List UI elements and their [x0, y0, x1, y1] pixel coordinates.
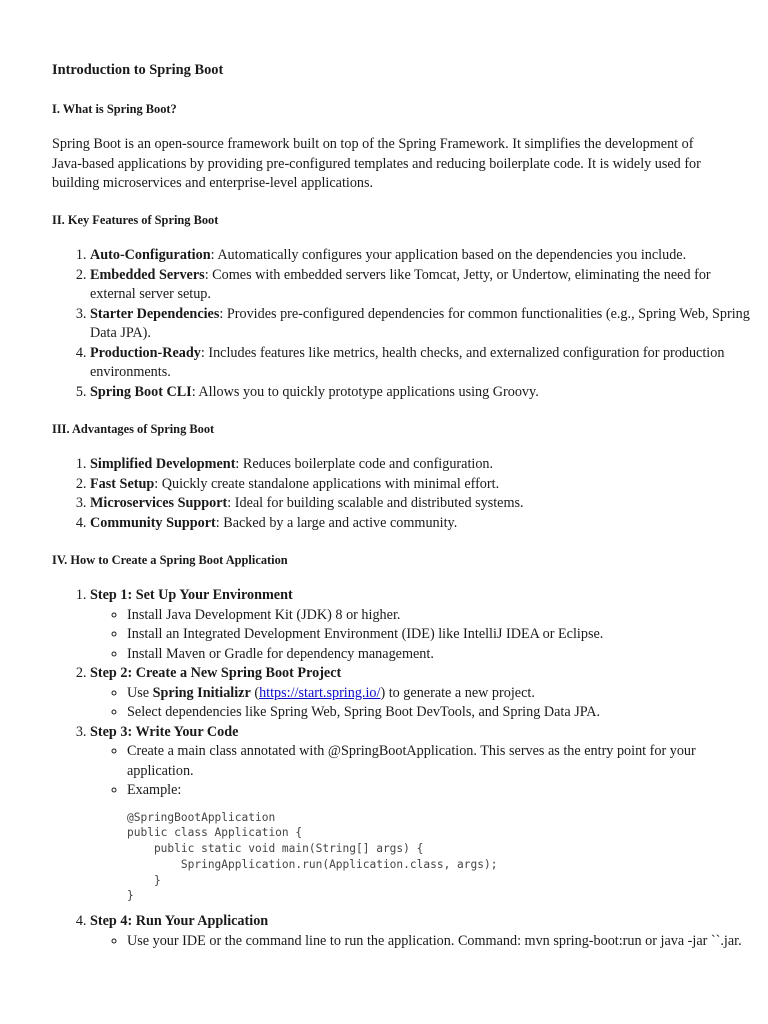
step-item — [90, 586, 758, 664]
item-desc: : Provides pre-configured dependencies for common functionalities (e.g., Spring Web, Spring Data JPA). — [90, 305, 750, 341]
list-item — [90, 494, 758, 514]
sub-item-text: Use — [127, 684, 153, 701]
sub-item-text: ( — [250, 684, 260, 701]
sub-item: ◦ Create a main class annotated with @SpringBootApplication. This serves as the entry point for your application. — [127, 742, 758, 781]
item-term: Production-Ready — [90, 344, 201, 361]
sub-item: ◦ Select dependencies like Spring Web, Spring Boot DevTools, and Spring Data JPA. — [127, 703, 758, 723]
section-heading-advantages: III. Advantages of Spring Boot — [52, 422, 215, 436]
list-item — [90, 305, 758, 344]
item-term: Spring Boot CLI — [90, 383, 192, 400]
sub-item-text: Example: — [127, 782, 182, 798]
list-item — [90, 266, 758, 305]
key-features-list — [52, 246, 758, 402]
steps-list — [52, 586, 758, 951]
spring-initializr-label: Spring Initializr — [152, 684, 251, 701]
step-title: Step 2: Create a New Spring Boot Project — [90, 665, 342, 681]
list-item — [90, 475, 758, 495]
item-term: Fast Setup — [90, 475, 155, 492]
item-desc: : Automatically configures your application based on the dependencies you include. — [210, 247, 687, 263]
step-title: Step 4: Run Your Application — [90, 913, 269, 930]
code-block: @SpringBootApplication public class Application { public static void main(String[] args) { SpringApplication.run(Application.class, args); } } — [127, 810, 498, 903]
step-sublist — [90, 932, 758, 952]
step-sublist — [90, 684, 758, 723]
item-term: Microservices Support — [90, 495, 228, 511]
list-item — [90, 514, 758, 534]
list-item — [90, 246, 758, 266]
step-sublist — [90, 742, 758, 904]
item-term: Simplified Development — [90, 456, 236, 472]
item-desc: : Ideal for building scalable and distributed systems. — [227, 495, 524, 511]
step-item — [90, 912, 758, 951]
item-desc: : Allows you to quickly prototype applications using Groovy. — [191, 383, 539, 400]
sub-item — [127, 684, 758, 704]
step-sublist — [90, 606, 758, 665]
step-item — [90, 723, 758, 905]
sub-item: ◦ Install Maven or Gradle for dependency management. — [127, 645, 758, 665]
step-item — [90, 664, 758, 723]
item-desc: : Comes with embedded servers like Tomcat, Jetty, or Undertow, eliminating the need for external server setup. — [90, 266, 711, 302]
step-title: Step 1: Set Up Your Environment — [90, 587, 293, 603]
list-item — [90, 344, 758, 383]
sub-item: ◦ Use your IDE or the command line to run the application. Command: mvn spring-boot:run or java -jar ``.jar. — [127, 932, 758, 952]
section-heading-key-features: II. Key Features of Spring Boot — [52, 213, 219, 227]
list-item — [90, 455, 758, 475]
advantages-list — [52, 455, 758, 533]
item-term: Auto-Configuration — [90, 247, 211, 263]
item-desc: : Reduces boilerplate code and configuration. — [235, 456, 494, 472]
item-term: Community Support — [90, 514, 216, 531]
list-item — [90, 383, 758, 403]
item-desc: : Backed by a large and active community. — [215, 514, 458, 531]
item-desc: : Includes features like metrics, health checks, and externalized configuration for production environments. — [90, 344, 725, 380]
spring-initializr-link[interactable]: https://start.spring.io/ — [259, 684, 381, 701]
sub-item: ◦ Install an Integrated Development Environment (IDE) like IntelliJ IDEA or Eclipse. — [127, 625, 758, 645]
item-desc: : Quickly create standalone applications with minimal effort. — [154, 475, 500, 492]
sub-item — [127, 781, 758, 904]
document-title: Introduction to Spring Boot — [52, 62, 224, 78]
step-title: Step 3: Write Your Code — [90, 723, 239, 740]
sub-item: ◦ Install Java Development Kit (JDK) 8 or higher. — [127, 606, 758, 626]
intro-paragraph: Spring Boot is an open-source framework built on top of the Spring Framework. It simplifies the development of Java-based applications by providing pre-configured templates and reducing boilerplate code. It is widely used for building microservices and enterprise-level applications. — [52, 136, 701, 191]
sub-item-text: ) to generate a new project. — [380, 684, 535, 701]
section-heading-how-to-create: IV. How to Create a Spring Boot Application — [52, 553, 288, 567]
item-term: Embedded Servers — [90, 266, 205, 283]
section-heading-what-is: I. What is Spring Boot? — [52, 102, 177, 116]
item-term: Starter Dependencies — [90, 305, 220, 322]
